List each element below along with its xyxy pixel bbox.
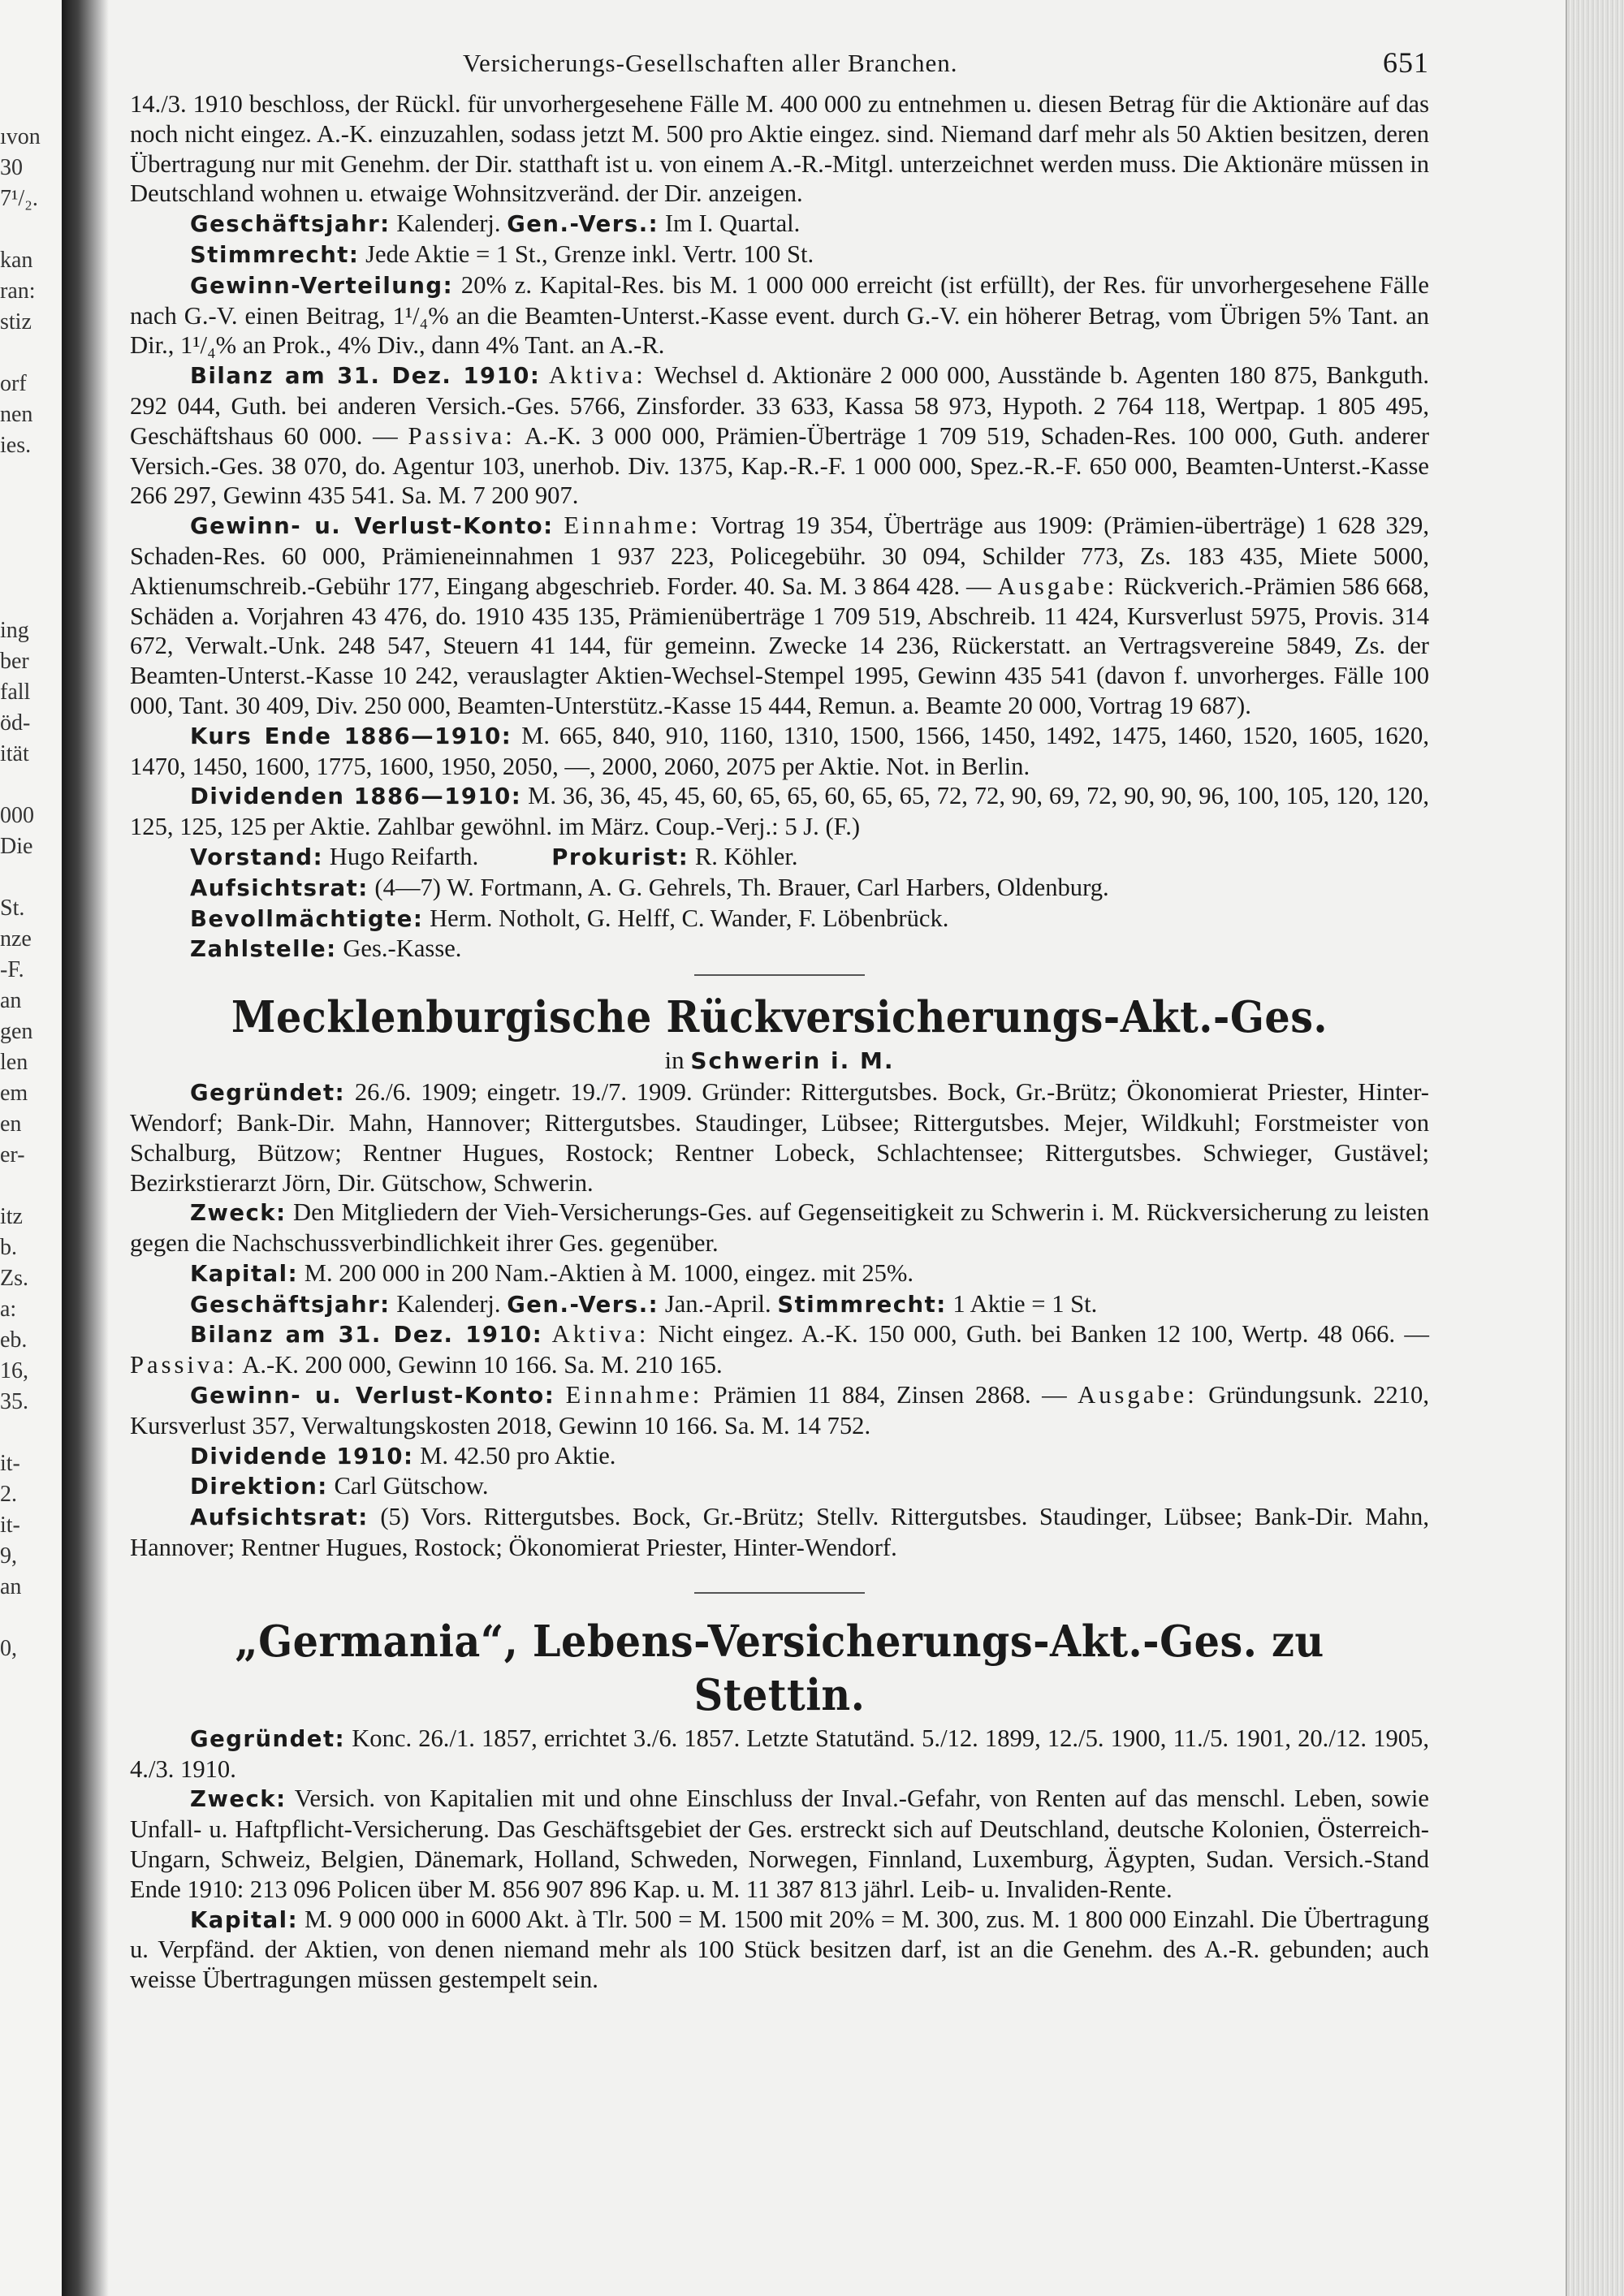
margin-fragment bbox=[0, 523, 62, 554]
value: A.-K. 200 000, Gewinn 10 166. Sa. M. 210 165. bbox=[237, 1351, 723, 1379]
label: Geschäftsjahr: bbox=[190, 1291, 391, 1318]
kapital-line bbox=[130, 1258, 1429, 1289]
value: (5) Vors. Rittergutsbes. Bock, Gr.-Brütz; Stellv. Rittergutsbes. Staudinger, Lübsee; Bank-Dir. Mahn, Hannover; Rentner Hugues, Rostock; Ökonomierat Priester, Hinter-Wendorf. bbox=[130, 1503, 1429, 1562]
margin-fragment: b. bbox=[0, 1235, 17, 1260]
label: Zweck: bbox=[190, 1200, 287, 1227]
value: Gründungsunk. 2210, Kursverlust 357, Verwaltungskosten 2018, Gewinn 10 166. Sa. M. 14 752. bbox=[130, 1381, 1429, 1439]
margin-fragment bbox=[0, 1171, 62, 1202]
value: Kalenderj. bbox=[390, 1289, 508, 1318]
label: Stimmrecht: bbox=[190, 241, 360, 268]
company-location bbox=[130, 1046, 1429, 1076]
margin-fragment bbox=[0, 214, 62, 245]
bilanz-paragraph bbox=[130, 360, 1429, 511]
stimmrecht-line bbox=[130, 240, 1429, 270]
value: Jede Aktie = 1 St., Grenze inkl. Vertr. 100 St. bbox=[359, 240, 814, 268]
margin-fragment: öd- bbox=[0, 710, 31, 736]
label: Kapital: bbox=[190, 1906, 299, 1933]
value: Den Mitgliedern der Vieh-Versicherungs-Ges. auf Gegenseitigkeit zu Schwerin i. M. Rückversicherung zu leisten gegen die Nachschussverbindlichkeit ihrer Ges. gegenüber. bbox=[130, 1198, 1429, 1258]
value: Konc. 26./1. 1857, errichtet 3./6. 1857. Letzte Statutänd. 5./12. 1899, 12./5. 1900, 11./5. 1901, 20./12. 1905, 4./3. 1910. bbox=[130, 1724, 1429, 1783]
value: 1 Aktie = 1 St. bbox=[946, 1289, 1098, 1318]
label: Bevollmächtigte: bbox=[190, 905, 424, 932]
label: Prokurist: bbox=[551, 844, 689, 870]
margin-fragment: 9, bbox=[0, 1543, 17, 1569]
margin-fragment: 7¹/₂. bbox=[0, 186, 38, 211]
einnahme-label: Einnahme: bbox=[564, 511, 701, 540]
margin-fragment: ies. bbox=[0, 433, 32, 458]
margin-fragment: kan bbox=[0, 248, 33, 273]
value: M. 9 000 000 in 6000 Akt. à Tlr. 500 = M. 1500 mit 20% = M. 300, zus. M. 1 800 000 Einzahl. Die Übertragung u. Verpfänd. der Aktien, von denen niemand mehr als 100 Stück besitzen darf, ist an die Genehm. des A.-R. gebunden; auch weisse Übertragungen müssen gestempelt sein. bbox=[130, 1905, 1429, 1994]
margin-fragment bbox=[0, 1418, 62, 1448]
value: A.-K. 3 000 000, Prämien-Überträge 1 709 519, Schaden-Res. 100 000, Guth. anderer Versich.-Ges. 38 070, do. Agentur 103, unerhob. Div. 1375, Kap.-R.-F. 1 000 000, Spez.-R.-F. 650 000, Beamten-Unterst.-Kasse 266 297, Gewinn 435 541. Sa. M. 7 200 907. bbox=[130, 421, 1430, 510]
intro-paragraph: 14./3. 1910 beschloss, der Rückl. für unvorhergesehene Fälle M. 400 000 zu entnehmen u. diesen Betrag für die Aktionäre auf das noch nicht eingez. A.-K. einzuzahlen, sodass jetzt M. 500 pro Aktie eingez. sind. Niemand darf mehr als 50 Aktien besitzen, deren Übertragung nur mit Genehm. der Dir. statthaft ist u. von einem A.-R.-Mitgl. unterzeichnet werden muss. Die Aktionäre müssen in Deutschland wohnen u. etwaige Wohnsitzveränd. der Dir. anzeigen. bbox=[130, 90, 1429, 208]
section-continued-entry bbox=[130, 89, 1429, 965]
label: Gewinn- u. Verlust-Konto: bbox=[190, 513, 554, 540]
direktion-line bbox=[130, 1471, 1429, 1502]
value: Vortrag 19 354, Überträge aus 1909: (Prämien-überträge) 1 628 329, Schaden-Res. 60 000, Prämieneinnahmen 1 937 223, Policegebühr. 30 094, Schilder 773, Zs. 183 435, Miete 5000, Aktienumschreib.-Gebühr 177, Eingang abgeschrieb. Forder. 40. Sa. M. 3 864 428. — bbox=[130, 511, 1429, 600]
value: Wechsel d. Aktionäre 2 000 000, Ausstände b. Agenten 180 875, Bankguth. 292 044, Guth. bei anderen Versich.-Ges. 5766, Zinsforder. 33 633, Kassa 58 973, Hypoth. 2 764 118, Wertpap. 1 805 495, Geschäftshaus 60 000. — bbox=[130, 361, 1429, 450]
value: (4—7) W. Fortmann, A. G. Gehrels, Th. Brauer, Carl Harbers, Oldenburg. bbox=[368, 873, 1109, 901]
margin-fragment bbox=[0, 461, 62, 492]
geschaeftsjahr-line bbox=[130, 1289, 1429, 1320]
value: R. Köhler. bbox=[689, 842, 798, 870]
location-prefix: in bbox=[664, 1046, 691, 1075]
label: Gegründet: bbox=[190, 1080, 346, 1107]
running-head bbox=[130, 41, 1429, 89]
section-divider bbox=[694, 974, 865, 976]
value: Carl Gütschow. bbox=[327, 1472, 489, 1500]
margin-fragment: 35. bbox=[0, 1389, 28, 1414]
ausgabe-label: Ausgabe: bbox=[1078, 1381, 1198, 1409]
margin-fragment: orf bbox=[0, 371, 27, 396]
value: M. 42.50 pro Aktie. bbox=[413, 1441, 616, 1470]
margin-fragment bbox=[0, 1603, 62, 1634]
margin-fragment: 2. bbox=[0, 1482, 17, 1507]
margin-fragment: Die bbox=[0, 834, 33, 859]
margin-fragment: gen bbox=[0, 1019, 33, 1044]
margin-fragment: stiz bbox=[0, 309, 32, 334]
geschaeftsjahr-line bbox=[130, 209, 1429, 240]
margin-fragment: 16, bbox=[0, 1358, 28, 1383]
label: Dividende 1910: bbox=[190, 1443, 414, 1470]
gegruendet-paragraph bbox=[130, 1077, 1429, 1198]
passiva-label: Passiva: bbox=[130, 1351, 238, 1379]
ausgabe-label: Ausgabe: bbox=[997, 572, 1118, 600]
margin-fragment bbox=[0, 554, 62, 585]
book-page-edges bbox=[1567, 0, 1624, 2296]
margin-fragment: an bbox=[0, 988, 22, 1013]
company-title: Mecklenburgische Rückversicherungs-Akt.-Ges. bbox=[231, 992, 1328, 1043]
margin-fragment: Zs. bbox=[0, 1266, 28, 1291]
margin-fragment: nze bbox=[0, 926, 32, 952]
margin-fragment: er- bbox=[0, 1142, 25, 1167]
aktiva-label: Aktiva: bbox=[548, 361, 646, 390]
label: Dividenden 1886—1910: bbox=[190, 783, 522, 810]
value: Herm. Notholt, G. Helff, C. Wander, F. Löbenbrück. bbox=[423, 904, 949, 932]
margin-fragment: it- bbox=[0, 1451, 20, 1476]
section-divider bbox=[694, 1592, 865, 1594]
value: 26./6. 1909; eingetr. 19./7. 1909. Gründer: Rittergutsbes. Bock, Gr.-Brütz; Ökonomierat Priester, Hinter-Wendorf; Bank-Dir. Mahn, Hannover; Rittergutsbes. Staudinger, Lübsee; Rittergutsbes. Mejer, Wildkuhl; Forstmeister von Schalburg, Bützow; Rentner Hugues, Rostock; Rentner Lobeck, Schlachtensee; Rittergutsbes. Schwieger, Gustävel; Bezirkstierarzt Jörn, Dir. Gütschow, Schwerin. bbox=[130, 1078, 1429, 1197]
aktiva-label: Aktiva: bbox=[551, 1320, 650, 1349]
margin-fragment: len bbox=[0, 1050, 28, 1075]
margin-fragment: eb. bbox=[0, 1327, 28, 1353]
margin-fragment: fall bbox=[0, 680, 31, 705]
running-head-title: Versicherungs-Gesellschaften aller Branchen. bbox=[463, 49, 958, 77]
margin-fragment: 30 bbox=[0, 155, 23, 180]
margin-fragment: an bbox=[0, 1574, 22, 1599]
einnahme-label: Einnahme: bbox=[565, 1381, 703, 1409]
value: Rückverich.-Prämien 586 668, Schäden a. Vorjahren 43 476, do. 1910 435 135, Prämienüberträge 1 709 519, Abschreib. 11 424, Kursverlust 5975, Provis. 314 672, Verwalt.-Unk. 248 547, Steuern 41 144, für gemeinn. Zwecke 14 236, Rückerstatt. an Vertragsvereine 5849, Zs. der Beamten-Unterst.-Kasse 10 242, verauslagter Aktien-Wechsel-Stempel 1995, Gewinn 435 541 (davon f. unvorherges. Fälle 100 000, Tant. 30 409, Div. 250 000, Beamten-Unterstütz.-Kasse 15 444, Remun. a. Beamte 20 000, Vortrag 19 687). bbox=[130, 572, 1429, 719]
bilanz-paragraph bbox=[130, 1319, 1429, 1380]
document-page bbox=[130, 41, 1429, 1995]
location-city: Schwerin i. M. bbox=[690, 1047, 895, 1075]
margin-fragment bbox=[0, 770, 62, 801]
label: Gen.-Vers.: bbox=[507, 1291, 659, 1318]
zweck-paragraph bbox=[130, 1198, 1429, 1258]
gegruendet-paragraph bbox=[130, 1724, 1429, 1785]
label: Bilanz am 31. Dez. 1910: bbox=[190, 1322, 543, 1349]
kapital-paragraph bbox=[130, 1905, 1429, 1995]
margin-fragment: ran: bbox=[0, 278, 36, 304]
company-title: „Germania“, Lebens-Versicherungs-Akt.-Ges. zu Stettin. bbox=[235, 1616, 1324, 1720]
value: M. 36, 36, 45, 45, 60, 65, 65, 60, 65, 65, 72, 72, 90, 69, 72, 90, 90, 96, 100, 105, 120, 120, 125, 125, 125 per Aktie. Zahlbar gewöhnl. im März. Coup.-Verj.: 5 J. (F.) bbox=[130, 782, 1429, 841]
aufsichtsrat-paragraph bbox=[130, 1502, 1429, 1563]
value: Jan.-April. bbox=[659, 1289, 778, 1318]
value: Im I. Quartal. bbox=[659, 209, 801, 238]
passiva-label: Passiva: bbox=[408, 421, 516, 450]
label: Zahlstelle: bbox=[190, 936, 337, 963]
margin-fragment: a: bbox=[0, 1297, 17, 1322]
margin-fragment: nen bbox=[0, 402, 33, 427]
value: Hugo Reifarth. bbox=[323, 842, 479, 870]
margin-fragment: en bbox=[0, 1111, 22, 1137]
margin-fragment bbox=[0, 862, 62, 893]
value: 20% z. Kapital-Res. bis M. 1 000 000 erreicht (ist erfüllt), der Res. für unvorhergesehene Fälle nach G.-V. einen Beitrag, 1¹/₄% an die Beamten-Unterst.-Kasse event. durch G.-V. ein höherer Betrag, vom Übrigen 5% Tant. an Dir., 1¹/₄% an Prok., 4% Div., dann 4% Tant. an A.-R. bbox=[130, 270, 1429, 360]
guv-paragraph bbox=[130, 1380, 1429, 1441]
margin-fragment: ber bbox=[0, 649, 29, 674]
dividenden-paragraph bbox=[130, 781, 1429, 842]
previous-page-fragments bbox=[0, 122, 62, 1664]
zweck-paragraph bbox=[130, 1784, 1429, 1904]
value: Versich. von Kapitalien mit und ohne Einschluss der Inval.-Gefahr, von Renten auf das menschl. Leben, sowie Unfall- u. Haftpflicht-Versicherung. Das Geschäftsgebiet der Ges. erstreckt sich auf Deutschland, deutsche Kolonien, Österreich-Ungarn, Schweiz, Belgien, Dänemark, Holland, Schweden, Norwegen, Finnland, Luxemburg, Ägypten, Sudan. Versich.-Stand Ende 1910: 213 096 Policen über M. 856 907 896 Kap. u. M. 11 387 813 jährl. Leib- u. Invaliden-Rente. bbox=[130, 1785, 1429, 1903]
label: Aufsichtsrat: bbox=[190, 874, 369, 901]
kurs-paragraph bbox=[130, 721, 1429, 782]
label: Aufsichtsrat: bbox=[190, 1504, 369, 1531]
value: Ges.-Kasse. bbox=[336, 934, 462, 963]
label: Geschäftsjahr: bbox=[190, 211, 391, 238]
margin-fragment bbox=[0, 492, 62, 523]
company-entry-mecklenburgische bbox=[130, 990, 1429, 1563]
gewinnverteilung-paragraph bbox=[130, 270, 1429, 360]
value: Kalenderj. bbox=[390, 209, 508, 238]
margin-fragment: itz bbox=[0, 1204, 23, 1229]
zahlstelle-line bbox=[130, 934, 1429, 965]
guv-paragraph bbox=[130, 511, 1429, 721]
dividende-line bbox=[130, 1441, 1429, 1472]
label: Gen.-Vers.: bbox=[507, 211, 659, 238]
margin-fragment: 0, bbox=[0, 1636, 17, 1661]
label: Stimmrecht: bbox=[777, 1291, 947, 1318]
label: Direktion: bbox=[190, 1474, 328, 1500]
margin-fragment: em bbox=[0, 1081, 28, 1106]
value: Prämien 11 884, Zinsen 2868. — bbox=[702, 1381, 1078, 1409]
book-gutter-shadow bbox=[62, 0, 109, 2296]
label: Bilanz am 31. Dez. 1910: bbox=[190, 363, 541, 390]
aufsichtsrat-line bbox=[130, 873, 1429, 904]
label: Gegründet: bbox=[190, 1725, 346, 1752]
company-entry-germania bbox=[130, 1615, 1429, 1995]
value: Nicht eingez. A.-K. 150 000, Guth. bei Banken 12 100, Wertp. 48 066. — bbox=[649, 1320, 1429, 1349]
label: Zweck: bbox=[190, 1786, 287, 1813]
margin-fragment: ing bbox=[0, 618, 29, 643]
margin-fragment bbox=[0, 585, 62, 615]
margin-fragment: -F. bbox=[0, 957, 24, 982]
page-number: 651 bbox=[1383, 46, 1429, 79]
margin-fragment: 000 bbox=[0, 803, 34, 828]
margin-fragment: it- bbox=[0, 1513, 20, 1538]
margin-fragment: St. bbox=[0, 896, 25, 921]
margin-fragment: ıvon bbox=[0, 124, 41, 149]
bevollmaechtigte-line bbox=[130, 904, 1429, 934]
label: Vorstand: bbox=[190, 844, 324, 870]
vorstand-line bbox=[130, 842, 1429, 873]
label: Kapital: bbox=[190, 1260, 299, 1287]
label: Kurs Ende 1886—1910: bbox=[190, 723, 512, 749]
label: Gewinn- u. Verlust-Konto: bbox=[190, 1383, 555, 1409]
margin-fragment bbox=[0, 338, 62, 369]
label: Gewinn-Verteilung: bbox=[190, 272, 454, 299]
value: M. 665, 840, 910, 1160, 1310, 1500, 1566, 1450, 1492, 1475, 1460, 1520, 1605, 1620, 1470, 1450, 1600, 1775, 1600, 1950, 2050, —, 2000, 2060, 2075 per Aktie. Not. in Berlin. bbox=[130, 721, 1429, 780]
value: M. 200 000 in 200 Nam.-Aktien à M. 1000, eingez. mit 25%. bbox=[298, 1258, 914, 1287]
margin-fragment: ität bbox=[0, 741, 29, 766]
